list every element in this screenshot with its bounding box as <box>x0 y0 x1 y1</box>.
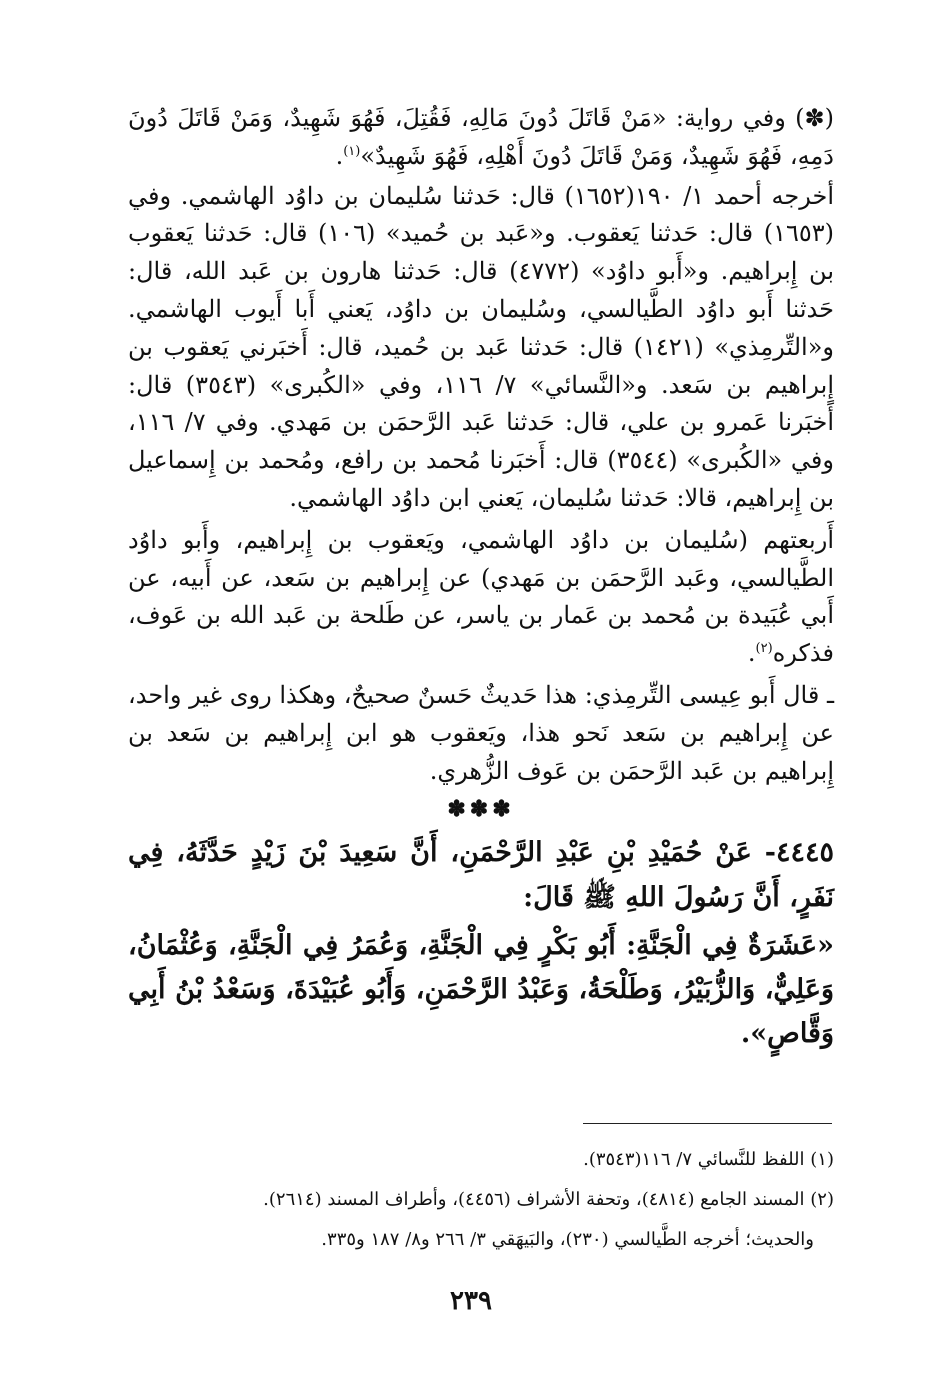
tirmidhi-comment: ـ قال أَبو عِيسى التِّرمِذي: هذا حَديثٌ حَسنٌ صحيحٌ، وهكذا روى غير واحد، عن إِبراهيم بن سَعد نَحو هذا، ويَعقوب هو ابن إِبراهيم بن سَعد بن إِبراهيم بن عَبد الرَّحمَن بن عَوف الزُّهري. <box>128 680 834 785</box>
footnote-1: (١) اللفظ للنَّسائي ٧/ ١١٦(٣٥٤٣). <box>583 1149 834 1170</box>
hadith-text: «عَشَرَةٌ فِي الْجَنَّةِ: أَبُو بَكْرٍ فِي الْجَنَّةِ، وَعُمَرُ فِي الْجَنَّةِ، وَعُثْمَانُ، وَعَلِيٌّ، وَالزُّبَيْرُ، وَطَلْحَةُ، وَعَبْدُ الرَّحْمَنِ، وَأَبُو عُبَيْدَةَ، وَسَعْدُ بْنُ أَبِي وَقَّاصٍ». <box>128 930 834 1050</box>
footnote-2-continuation: والحديث؛ أخرجه الطَّيالسي (٢٣٠)، والبَيهَقي ٣/ ٢٦٦ و٨/ ١٨٧ و٣٣٥. <box>321 1229 814 1250</box>
narrators-end: . <box>747 639 756 668</box>
main-text <box>128 100 834 1056</box>
footnotes <box>128 1140 834 1260</box>
takhrij-paragraph: أخرجه أحمد ١/ ١٩٠(١٦٥٢) قال: حَدثنا سُليمان بن داوُد الهاشمي. وفي (١٦٥٣) قال: حَدثنا يَعقوب. و«عَبد بن حُميد» (١٠٦) قال: حَدثنا يَعقوب بن إِبراهيم. و«أَبو داوُد» (٤٧٧٢) قال: حَدثنا هارون بن عَبد الله، قال: حَدثنا أَبو داوُد الطَّيالسي، وسُليمان بن داوُد، يَعني أَبا أَيوب الهاشمي. و«التِّرمِذي» (١٤٢١) قال: حَدثنا عَبد بن حُميد، قال: أَخبَرني يَعقوب بن إِبراهيم بن سَعد. و«النَّسائي» ٧/ ١١٦، وفي «الكُبرى» (٣٥٤٣) قال: أَخبَرنا عَمرو بن علي، قال: حَدثنا عَبد الرَّحمَن بن مَهدي. وفي ٧/ ١١٦، وفي «الكُبرى» (٣٥٤٤) قال: أَخبَرنا مُحمد بن رافع، ومُحمد بن إِسماعيل بن إِبراهيم، قالا: حَدثنا سُليمان، يَعني ابن داوُد الهاشمي. <box>128 181 835 512</box>
hadith-header: ٤٤٤٥- عَنْ حُمَيْدِ بْنِ عَبْدِ الرَّحْمَنِ، أَنَّ سَعِيدَ بْنَ زَيْدٍ حَدَّثَهُ، فِي نَفَرٍ، أَنَّ رَسُولَ اللهِ ﷺ قَالَ: <box>128 837 834 914</box>
footnote-divider <box>583 1123 832 1124</box>
footnote-ref-2[interactable]: (٢) <box>755 641 773 657</box>
variant-end: . <box>335 141 344 170</box>
section-separator: ✽✽✽ <box>447 796 515 823</box>
variant-narration <box>128 100 834 176</box>
variant-text: (✽) وفي رواية: «مَنْ قَاتَلَ دُونَ مَالِهِ، فَقُتِلَ، فَهُوَ شَهِيدٌ، وَمَنْ قَاتَلَ دُونَ دَمِهِ، فَهُوَ شَهِيدٌ، وَمَنْ قَاتَلَ دُونَ أَهْلِهِ، فَهُوَ شَهِيدٌ» <box>128 104 834 170</box>
narrators-text: أَربعتهم (سُليمان بن داوُد الهاشمي، ويَعقوب بن إِبراهيم، وأَبو داوُد الطَّيالسي، وعَبد الرَّحمَن بن مَهدي) عن إِبراهيم بن سَعد، عن أَبيه، عن أَبي عُبَيدة بن مُحمد بن عَمار بن ياسر، عن طَلحة بن عَبد الله بن عَوف، فذكره <box>128 525 834 668</box>
narrators-paragraph <box>128 522 834 673</box>
page-number: ٢٣٩ <box>450 1286 492 1316</box>
footnote-ref-1[interactable]: (١) <box>343 143 361 159</box>
footnote-2: (٢) المسند الجامع (٤٨١٤)، وتحفة الأشراف (٤٤٥٦)، وأطراف المسند (٢٦١٤). <box>263 1189 834 1210</box>
